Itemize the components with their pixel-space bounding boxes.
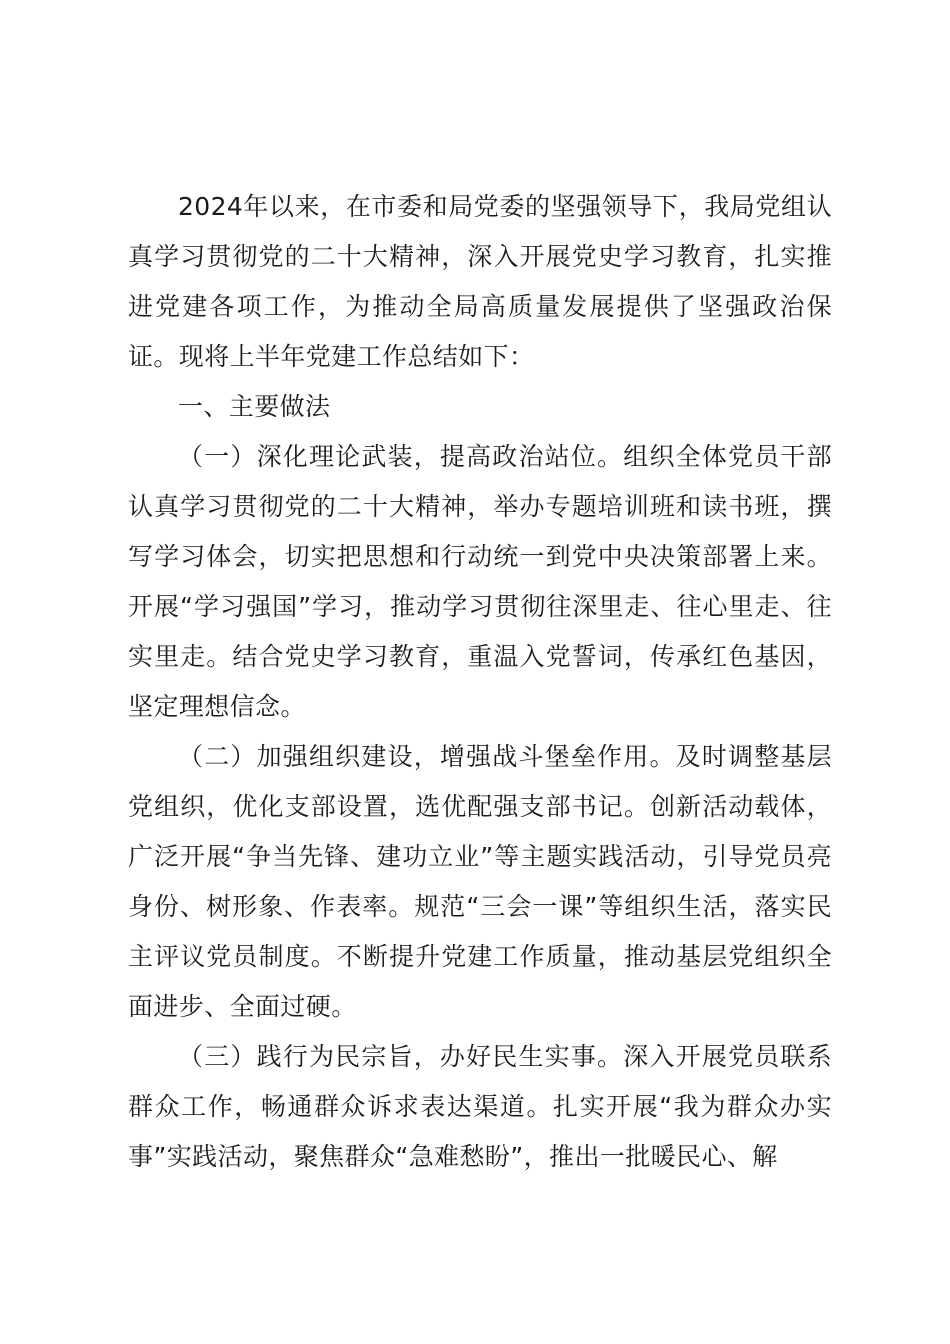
document-body [128, 182, 832, 1182]
section-heading: 一、主要做法 [178, 392, 331, 421]
subsection-3-paragraph: （三）践行为民宗旨，办好民生实事。深入开展党员联系群众工作，畅通群众诉求表达渠道。扎实开展“我为群众办实事”实践活动，聚焦群众“急难愁盼”，推出一批暖民心、解 [128, 1042, 832, 1171]
subsection-2-paragraph: （二）加强组织建设，增强战斗堡垒作用。及时调整基层党组织，优化支部设置，选优配强支部书记。创新活动载体，广泛开展“争当先锋、建功立业”等主题实践活动，引导党员亮身份、树形象、作表率。规范“三会一课”等组织生活，落实民主评议党员制度。不断提升党建工作质量，推动基层党组织全面进步、全面过硬。 [128, 742, 832, 1021]
subsection-1-paragraph: （一）深化理论武装，提高政治站位。组织全体党员干部认真学习贯彻党的二十大精神，举办专题培训班和读书班，撰写学习体会，切实把思想和行动统一到党中央决策部署上来。开展“学习强国”学习，推动学习贯彻往深里走、往心里走、往实里走。结合党史学习教育，重温入党誓词，传承红色基因，坚定理想信念。 [128, 442, 832, 721]
intro-paragraph: 2024年以来，在市委和局党委的坚强领导下，我局党组认真学习贯彻党的二十大精神，深入开展党史学习教育，扎实推进党建各项工作，为推动全局高质量发展提供了坚强政治保证。现将上半年党建工作总结如下： [128, 192, 832, 371]
